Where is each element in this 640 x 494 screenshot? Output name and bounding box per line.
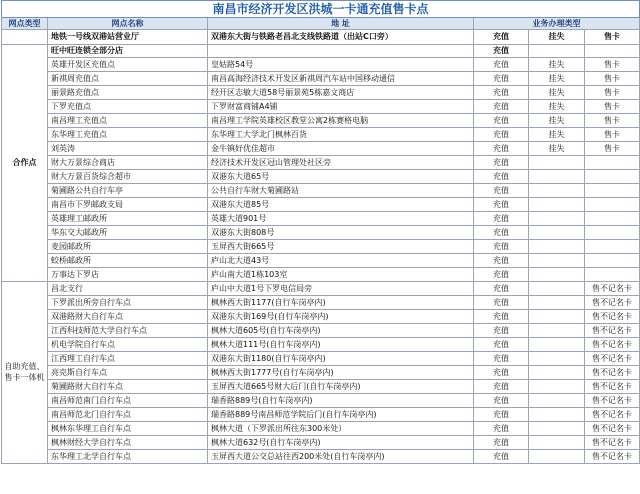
service-sell-card: 售不记名卡 xyxy=(585,436,640,450)
table-row xyxy=(2,72,640,86)
table-row xyxy=(2,352,640,366)
service-report-loss: 挂失 xyxy=(529,100,585,114)
service-recharge: 充值 xyxy=(474,156,529,170)
table-row xyxy=(2,296,640,310)
service-recharge: 充值 xyxy=(474,352,529,366)
service-recharge: 充值 xyxy=(474,226,529,240)
service-sell-card: 售卡 xyxy=(585,72,640,86)
service-sell-card xyxy=(585,226,640,240)
outlet-name: 下罗充值点 xyxy=(48,100,208,114)
service-report-loss: 挂失 xyxy=(529,128,585,142)
service-report-loss xyxy=(529,198,585,212)
outlet-address: 瑞香路889号南昌师范学院后门(自行车岗亭内) xyxy=(208,408,474,422)
service-sell-card xyxy=(585,184,640,198)
service-recharge: 充值 xyxy=(474,212,529,226)
table-row xyxy=(2,142,640,156)
outlet-name: 东华理工充值点 xyxy=(48,128,208,142)
outlet-address: 枫林大道632号(自行车岗亭内) xyxy=(208,436,474,450)
outlet-name: 昌北支行 xyxy=(48,282,208,296)
outlet-address: 庐山南大道1栋103室 xyxy=(208,268,474,282)
service-report-loss: 挂失 xyxy=(529,142,585,156)
table-row xyxy=(2,240,640,254)
service-report-loss xyxy=(529,212,585,226)
service-report-loss xyxy=(529,422,585,436)
service-sell-card xyxy=(585,212,640,226)
table-row xyxy=(2,156,640,170)
service-report-loss xyxy=(529,254,585,268)
service-report-loss xyxy=(529,380,585,394)
service-report-loss xyxy=(529,408,585,422)
service-recharge: 充值 xyxy=(474,324,529,338)
service-sell-card: 售不记名卡 xyxy=(585,366,640,380)
table-row xyxy=(2,408,640,422)
service-recharge: 充值 xyxy=(474,170,529,184)
outlet-name: 丽景路充值点 xyxy=(48,86,208,100)
outlet-address: 双港东大道65号 xyxy=(208,170,474,184)
service-recharge: 充值 xyxy=(474,366,529,380)
table-row xyxy=(2,226,640,240)
outlet-address: 玉屏西大道665号财大后门(自行车岗亭内) xyxy=(208,380,474,394)
table-row xyxy=(2,268,640,282)
service-sell-card: 售不记名卡 xyxy=(585,352,640,366)
table-row xyxy=(2,30,640,45)
outlet-name: 双港路财大自行车点 xyxy=(48,310,208,324)
outlet-name: 华东交大邮政所 xyxy=(48,226,208,240)
outlet-name: 蛟桥邮政所 xyxy=(48,254,208,268)
service-recharge: 充值 xyxy=(474,338,529,352)
header-name: 网点名称 xyxy=(48,18,208,30)
type-cell-empty xyxy=(2,30,48,45)
outlet-address: 枫林大道（下罗派出所往东300米处） xyxy=(208,422,474,436)
outlet-name: 南昌市下罗邮政支局 xyxy=(48,198,208,212)
header-type: 网点类型 xyxy=(2,18,48,30)
outlet-address: 枫林西大街1177(自行车岗亭内) xyxy=(208,296,474,310)
service-report-loss xyxy=(529,282,585,296)
outlet-name: 菊圃路公共自行车亭 xyxy=(48,184,208,198)
outlet-name: 南昌师范南门自行车点 xyxy=(48,394,208,408)
header-address: 地 址 xyxy=(208,18,474,30)
service-report-loss xyxy=(529,352,585,366)
outlet-name: 南昌师范北门自行车点 xyxy=(48,408,208,422)
outlet-name: 机电学院自行车点 xyxy=(48,338,208,352)
service-sell-card: 售不记名卡 xyxy=(585,338,640,352)
service-report-loss xyxy=(529,296,585,310)
service-recharge: 充值 xyxy=(474,142,529,156)
outlet-address: 经开区志敏大道58号丽景苑5栋嘉文商店 xyxy=(208,86,474,100)
table-row xyxy=(2,100,640,114)
service-recharge: 充值 xyxy=(474,114,529,128)
table-row xyxy=(2,184,640,198)
service-recharge: 充值 xyxy=(474,240,529,254)
service-recharge: 充值 xyxy=(474,282,529,296)
table-row xyxy=(2,394,640,408)
outlet-address: 双港东大街1180(自行车岗亭内) xyxy=(208,352,474,366)
service-recharge: 充值 xyxy=(474,254,529,268)
outlet-address: 双港东大街808号 xyxy=(208,226,474,240)
service-recharge: 充值 xyxy=(474,184,529,198)
service-recharge: 充值 xyxy=(474,198,529,212)
service-recharge: 充值 xyxy=(474,422,529,436)
outlet-name: 财大万景百货综合超市 xyxy=(48,170,208,184)
outlet-name: 下罗派出所旁自行车点 xyxy=(48,296,208,310)
service-report-loss xyxy=(529,156,585,170)
service-recharge: 充值 xyxy=(474,436,529,450)
table-row xyxy=(2,310,640,324)
service-sell-card xyxy=(585,45,640,58)
table-row xyxy=(2,198,640,212)
outlet-name: 枫林东华理工自行车点 xyxy=(48,422,208,436)
service-report-loss: 挂失 xyxy=(529,114,585,128)
table-row xyxy=(2,58,640,72)
outlet-type-label: 售卡一体机 xyxy=(4,372,45,382)
service-report-loss xyxy=(529,240,585,254)
service-sell-card xyxy=(585,198,640,212)
service-sell-card xyxy=(585,268,640,282)
service-recharge: 充值 xyxy=(474,86,529,100)
outlet-address: 金牛镇好优佳超市 xyxy=(208,142,474,156)
outlet-address: 南昌高海经济技术开发区新祺周汽车站中国移动通信 xyxy=(208,72,474,86)
outlet-name: 枫林财经大学自行车点 xyxy=(48,436,208,450)
service-report-loss: 挂失 xyxy=(529,30,585,45)
service-recharge: 充值 xyxy=(474,380,529,394)
outlet-address: 英雄大道901号 xyxy=(208,212,474,226)
service-recharge: 充值 xyxy=(474,310,529,324)
service-recharge: 充值 xyxy=(474,72,529,86)
table-row xyxy=(2,338,640,352)
outlet-address: 南昌理工学院英雄校区教堂公寓2栋赛格电脑 xyxy=(208,114,474,128)
outlet-name: 万事达下罗店 xyxy=(48,268,208,282)
header-services: 业务办理类型 xyxy=(474,18,640,30)
service-sell-card: 售不记名卡 xyxy=(585,408,640,422)
service-recharge: 充值 xyxy=(474,30,529,45)
outlet-name: 旺中旺连锁全部分店 xyxy=(48,45,208,58)
outlet-name: 菊圃路财大自行车点 xyxy=(48,380,208,394)
outlet-name: 刘英涛 xyxy=(48,142,208,156)
service-recharge: 充值 xyxy=(474,268,529,282)
table-row xyxy=(2,450,640,464)
service-report-loss xyxy=(529,436,585,450)
service-recharge: 充值 xyxy=(474,296,529,310)
outlet-name: 英雄开发区充值点 xyxy=(48,58,208,72)
service-recharge: 充值 xyxy=(474,408,529,422)
service-report-loss xyxy=(529,310,585,324)
table-row xyxy=(2,324,640,338)
table-row xyxy=(2,86,640,100)
service-report-loss xyxy=(529,450,585,464)
service-sell-card: 售卡 xyxy=(585,58,640,72)
service-sell-card: 售不记名卡 xyxy=(585,450,640,464)
service-sell-card: 售不记名卡 xyxy=(585,394,640,408)
service-sell-card: 售不记名卡 xyxy=(585,310,640,324)
service-sell-card: 售卡 xyxy=(585,86,640,100)
outlet-address: 枫林大道605号(自行车岗亭内) xyxy=(208,324,474,338)
service-sell-card: 售不记名卡 xyxy=(585,282,640,296)
outlet-address: 双港东大街169号(自行车岗亭内) xyxy=(208,310,474,324)
outlet-address: 枫林大道111号(自行车岗亭内) xyxy=(208,338,474,352)
service-sell-card: 售不记名卡 xyxy=(585,324,640,338)
table-row xyxy=(2,128,640,142)
outlet-name: 南昌理工充值点 xyxy=(48,114,208,128)
service-report-loss xyxy=(529,394,585,408)
outlet-address xyxy=(208,45,474,58)
service-sell-card xyxy=(585,156,640,170)
service-recharge: 充值 xyxy=(474,450,529,464)
outlet-address: 玉屏西大街665号 xyxy=(208,240,474,254)
table-row xyxy=(2,422,640,436)
outlet-address: 公共自行车财大菊圃路站 xyxy=(208,184,474,198)
service-report-loss xyxy=(529,338,585,352)
outlet-type-label: 自助充值、 xyxy=(4,362,45,372)
service-report-loss xyxy=(529,45,585,58)
table-row xyxy=(2,254,640,268)
service-sell-card: 售卡 xyxy=(585,114,640,128)
service-recharge: 充值 xyxy=(474,45,529,58)
service-sell-card: 售不记名卡 xyxy=(585,380,640,394)
service-report-loss: 挂失 xyxy=(529,72,585,86)
outlet-name: 东华理工北学自行车点 xyxy=(48,450,208,464)
outlet-name: 亮克斯自行车点 xyxy=(48,366,208,380)
outlet-name: 江西科技师范大学自行车点 xyxy=(48,324,208,338)
outlet-address: 皇姑路54号 xyxy=(208,58,474,72)
service-recharge: 充值 xyxy=(474,394,529,408)
service-recharge: 充值 xyxy=(474,58,529,72)
outlet-address: 瑞香路889号(自行车岗亭内) xyxy=(208,394,474,408)
service-report-loss xyxy=(529,184,585,198)
service-report-loss xyxy=(529,226,585,240)
outlet-address: 下罗财富商铺A4铺 xyxy=(208,100,474,114)
outlet-name: 新祺周充值点 xyxy=(48,72,208,86)
service-sell-card: 售不记名卡 xyxy=(585,296,640,310)
outlet-address: 双港东大道85号 xyxy=(208,198,474,212)
service-report-loss: 挂失 xyxy=(529,58,585,72)
table-row xyxy=(2,45,640,58)
service-sell-card xyxy=(585,170,640,184)
outlet-address: 东华理工大学北门枫林百货 xyxy=(208,128,474,142)
outlet-name: 英雄理工邮政所 xyxy=(48,212,208,226)
table-row xyxy=(2,114,640,128)
service-sell-card xyxy=(585,254,640,268)
service-sell-card: 售卡 xyxy=(585,128,640,142)
outlet-name: 麦园邮政所 xyxy=(48,240,208,254)
outlet-name: 江西理工自行车点 xyxy=(48,352,208,366)
service-sell-card xyxy=(585,240,640,254)
table-row xyxy=(2,212,640,226)
outlet-address: 玉屏西大道公交总站往西200米处(自行车岗亭内) xyxy=(208,450,474,464)
outlet-type-cooperation: 合作点 xyxy=(2,45,48,282)
table-row xyxy=(2,380,640,394)
service-recharge: 充值 xyxy=(474,100,529,114)
outlet-type-self-service xyxy=(2,282,48,464)
service-recharge: 充值 xyxy=(474,128,529,142)
table-row xyxy=(2,436,640,450)
service-report-loss xyxy=(529,366,585,380)
outlet-table xyxy=(1,0,640,464)
outlet-name: 财大万景综合商店 xyxy=(48,156,208,170)
service-report-loss: 挂失 xyxy=(529,86,585,100)
outlet-address: 经济技术开发区冠山管理处社区旁 xyxy=(208,156,474,170)
service-report-loss xyxy=(529,324,585,338)
outlet-name: 地铁一号线双港站营业厅 xyxy=(48,30,208,45)
service-sell-card: 售不记名卡 xyxy=(585,422,640,436)
service-report-loss xyxy=(529,268,585,282)
sheet-title: 南昌市经济开发区洪城一卡通充值售卡点 xyxy=(2,1,640,18)
service-sell-card: 售卡 xyxy=(585,100,640,114)
service-sell-card: 售卡 xyxy=(585,142,640,156)
table-row xyxy=(2,282,640,296)
outlet-address: 枫林西大街1777号(自行车岗亭内) xyxy=(208,366,474,380)
table-row xyxy=(2,366,640,380)
outlet-address: 庐山中大道1号下罗电信局旁 xyxy=(208,282,474,296)
outlet-address: 庐山北大道43号 xyxy=(208,254,474,268)
table-row xyxy=(2,170,640,184)
outlet-address: 双港东大街与铁路老昌北支线铁路道（出站C口旁） xyxy=(208,30,474,45)
service-sell-card: 售卡 xyxy=(585,30,640,45)
service-report-loss xyxy=(529,170,585,184)
